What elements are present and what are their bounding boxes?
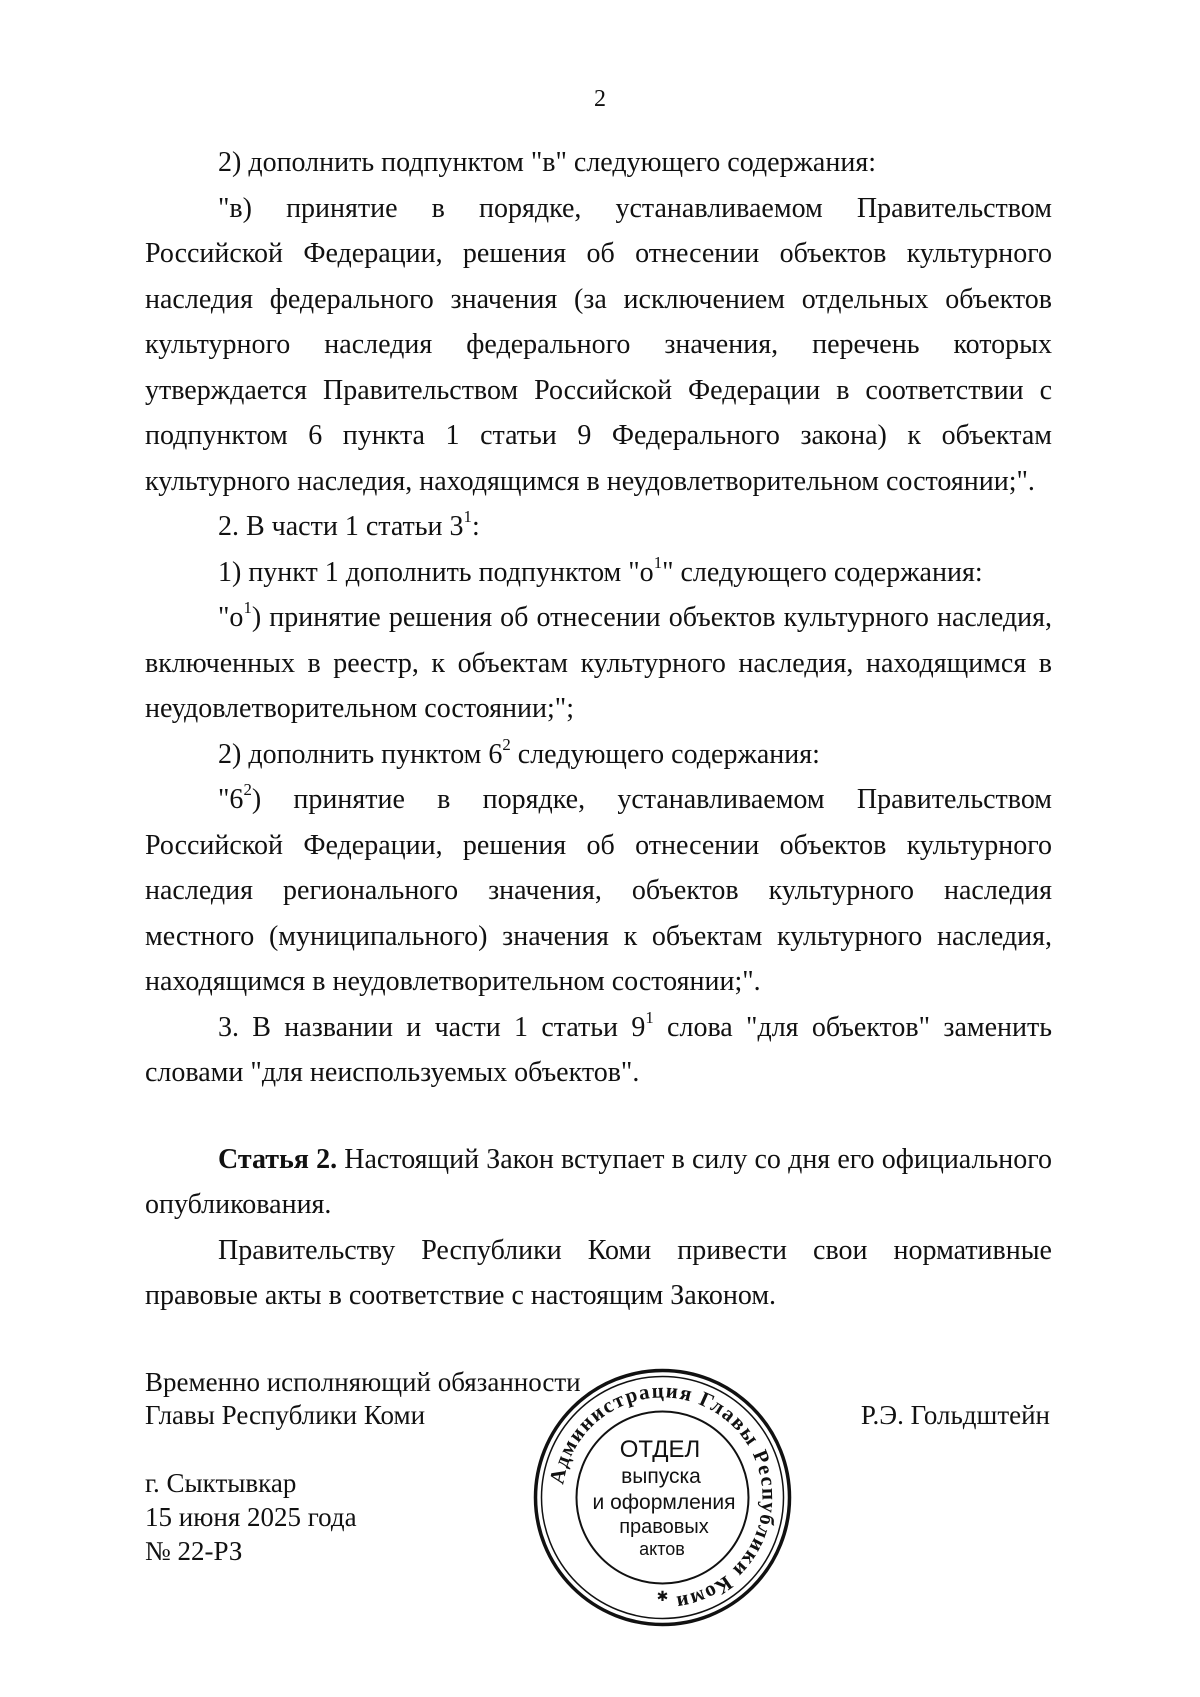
superscript: 2 bbox=[502, 734, 511, 754]
page-number: 2 bbox=[594, 86, 606, 112]
superscript: 1 bbox=[645, 1007, 654, 1027]
document-body bbox=[145, 140, 1052, 1319]
superscript: 2 bbox=[243, 780, 252, 800]
article-2 bbox=[145, 1137, 1052, 1228]
stamp-center-line: правовых bbox=[619, 1516, 709, 1538]
stamp-center-line: и оформления bbox=[592, 1491, 736, 1514]
article-2-label: Статья 2. bbox=[218, 1143, 338, 1175]
official-stamp bbox=[530, 1365, 795, 1630]
article-2-text: Настоящий Закон вступает в силу со дня его официального опубликования. bbox=[145, 1143, 1052, 1220]
stamp-ring-text: Администрация Главы Республики Коми bbox=[544, 1378, 782, 1616]
superscript: 1 bbox=[243, 598, 252, 618]
signatory-line-1: Временно исполняющий обязанности bbox=[145, 1367, 581, 1397]
city: г. Сыктывкар bbox=[145, 1468, 297, 1498]
stamp-center-line: ОТДЕЛ bbox=[619, 1436, 701, 1463]
stamp-center-text bbox=[593, 1436, 736, 1559]
paragraph-2: "в) принятие в порядке, устанавливаемом Правительством Российской Федерации, решения об отнесении объектов культурного наследия федерального значения (за исключением отдельных объектов культурного наследия федерального значения, перечень которых утверждается Правительством Российской Федерации в соответствии с подпунктом 6 пункта 1 статьи 9 Федерального закона) к объектам культурного наследия, находящимся в неудовлетворительном состоянии;". bbox=[145, 192, 1052, 497]
signatory-line-2: Главы Республики Коми bbox=[145, 1400, 426, 1430]
superscript: 1 bbox=[653, 552, 663, 572]
paragraph-8: 3. В названии и части 1 статьи $9^1$ слова "для объектов" заменить словами "для неиспользуемых объектов". bbox=[145, 1007, 1052, 1088]
closing-paragraph: Правительству Республики Коми привести свои нормативные правовые акты в соответствие с настоящим Законом. bbox=[145, 1234, 1052, 1311]
paragraph-3: 2. В части 1 статьи $3^1$: bbox=[218, 507, 480, 542]
paragraph-6: 2) дополнить пунктом $6^2$ следующего содержания: bbox=[218, 734, 820, 770]
superscript: 1 bbox=[463, 507, 472, 527]
paragraph-5: "$о^1$) принятие решения об отнесении объектов культурного наследия, включенных в реестр, к объектам культурного наследия, находящимся в неудовлетворительном состоянии;"; bbox=[145, 598, 1052, 724]
stamp-star-icon: ✱ bbox=[656, 1589, 669, 1605]
law-number: № 22-РЗ bbox=[145, 1536, 243, 1566]
paragraph-1: 2) дополнить подпунктом "в" следующего содержания: bbox=[218, 147, 876, 178]
signatory-title bbox=[145, 1366, 581, 1432]
date: 15 июня 2025 года bbox=[145, 1502, 357, 1532]
paragraph-7: "$6^2$) принятие в порядке, устанавливаемом Правительством Российской Федерации, решения об отнесении объектов культурного наследия регионального значения, объектов культурного наследия местного (муниципального) значения к объектам культурного наследия, находящимся в неудовлетворительном состоянии;". bbox=[145, 780, 1052, 997]
paragraph-4: 1) пункт 1 дополнить подпунктом "$о^1$" следующего содержания: bbox=[218, 552, 983, 588]
stamp-center-line: выпуска bbox=[621, 1465, 701, 1488]
signatory-name: Р.Э. Гольдштейн bbox=[860, 1400, 1050, 1430]
place-date-block bbox=[145, 1466, 357, 1568]
stamp-center-line: актов bbox=[639, 1539, 685, 1559]
